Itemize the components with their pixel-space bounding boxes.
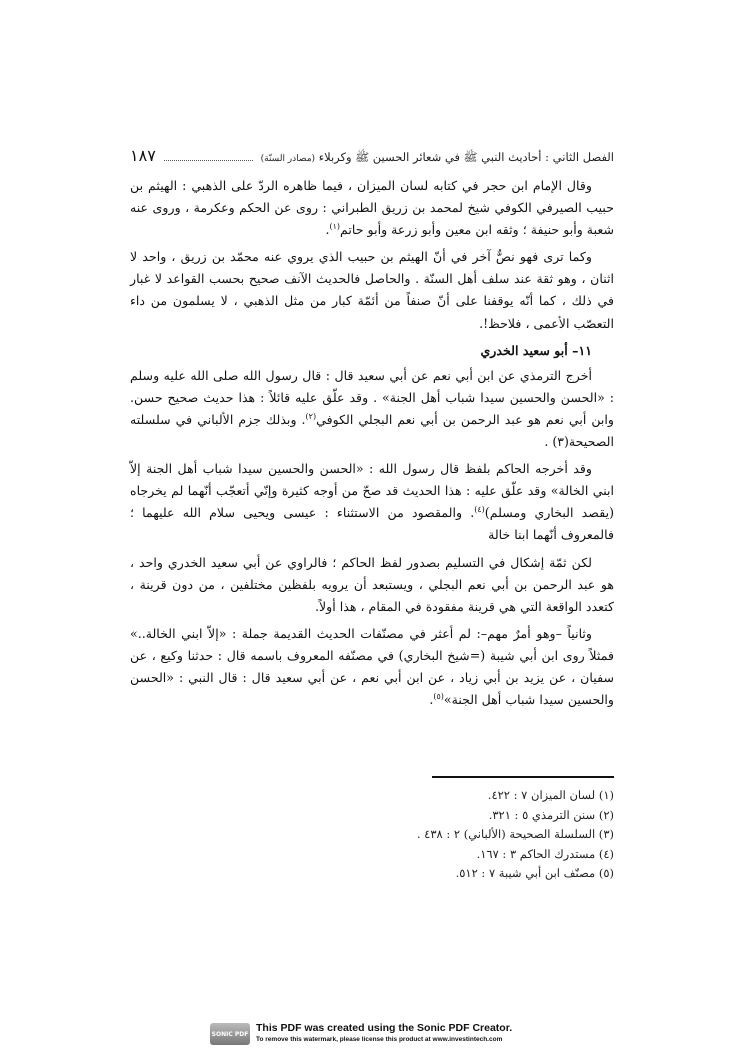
running-header: [130, 146, 614, 168]
footnote: (٥) مصنّف ابن أبي شيبة ٧ : ٥١٢.: [455, 866, 614, 880]
header-title: [261, 150, 614, 167]
watermark-sub: To remove this watermark, please license this product at www.investintech.com: [256, 1036, 503, 1043]
footnote-ref: (٤): [474, 505, 485, 515]
header-dotted-leader: [164, 159, 253, 161]
paragraph-text: وثانياً –وهو أمرٌ مهم–: لم أعثر في مصنّفات الحديث القديمة جملة : «إلاّ ابني الخالة..» فمثلاً روى ابن أبي شيبة (=شيخ البخاري) في مصنّفه المعروف باسمه قال : حدثنا وكيع ، عن سفيان ، عن يزيد بن أبي زياد ، عن ابن أبي نعم ، عن أبي سعيد قال : قال النبي : «الحسن والحسين سيدا شباب أهل الجنة»: [130, 625, 614, 708]
paragraph: [130, 552, 614, 618]
footnotes: [330, 786, 614, 884]
footnote-divider: [432, 776, 614, 778]
header-title-text: الفصل الثاني : أحاديث النبي ﷺ في شعائر الحسين ﷺ وكربلاء: [318, 150, 614, 164]
paragraph-tail: . وبذلك جزم الألباني في سلسلته الصحيحة(٣) .: [130, 411, 614, 450]
paragraph-text: أخرج الترمذي عن ابن أبي نعم عن أبي سعيد قال : قال رسول الله صلى الله عليه وسلم : «الحسن والحسين سيدا شباب أهل الجنة» . وقد علّق عليه قائلاً : هذا حديث صحيح حسن. وابن أبي نعم هو عبد الرحمن بن أبي نعم البجلي الكوفي: [130, 367, 614, 427]
footnote: (٢) سنن الترمذي ٥ : ٣٢١.: [488, 807, 614, 822]
paragraph-tail: . والمقصود من الاستثناء : عيسى ويحيى سلام الله عليهما ؛ فالمعروف أنّهما ابنا خالة: [130, 505, 614, 543]
heading-text: ١١– أبو سعيد الخدري: [480, 342, 592, 358]
paragraph: [130, 175, 614, 241]
paragraph-text: وقال الإمام ابن حجر في كتابه لسان الميزان ، فيما ظاهره الردّ على الذهبي : الهيثم بن حبيب الصيرفي الكوفي شيخ لمحمد بن زريق الطبراني : روى عن الحكم وعكرمة ، وروى عنه شعبة وأبو حنيفة ؛ وثقه ابن معين وأبو زرعة وأبو حاتم: [130, 178, 614, 238]
watermark-main: This PDF was created using the Sonic PDF Creator.: [256, 1022, 513, 1034]
paragraph: [130, 365, 614, 453]
paragraph-text: وكما ترى فهو نصٌّ آخر في أنّ الهيثم بن حبيب الذي يروي عنه محمّد بن زريق ، واحد لا اثنان ، وهو ثقة عند سلف أهل السنّة . والحاصل فالحديث الآنف صحيح بحسب القواعد لا غبار في ذلك ، كما أنّه يوقفنا على أنّ صنفاً من أئمّة كبار من مثل الذهبي ، لا يسلمون من داء التعصّب الأعمى ، فلاحظ!.: [130, 249, 614, 331]
section-heading: [130, 340, 614, 362]
sonic-pdf-logo-icon: SONIC PDF: [210, 1023, 250, 1045]
footnote-ref: (٥): [433, 691, 444, 701]
paragraph-tail: .: [325, 222, 330, 238]
paragraph: [130, 623, 614, 711]
watermark: [210, 1019, 550, 1049]
footnote: (٣) السلسلة الصحيحة (الألباني) ٢ : ٤٣٨ .: [416, 827, 614, 841]
footnote: (١) لسان الميزان ٧ : ٤٢٢.: [487, 788, 614, 802]
footnote: (٤) مستدرك الحاكم ٣ : ١٦٧.: [476, 846, 614, 861]
body-text: [130, 175, 614, 716]
paragraph-text: وقد أخرجه الحاكم بلفظ قال رسول الله : «الحسن والحسين سيدا شباب أهل الجنة إلاّ ابني الخالة» وقد علّق عليه : هذا الحديث قد صحّ من أوجه كثيرة وإنّي أتعجّب أنّهما لم يخرجاه (يقصد البخاري ومسلم): [130, 461, 614, 521]
footnote-ref: (١): [329, 222, 341, 231]
paragraph: [130, 246, 614, 334]
footnote-ref: (٢): [305, 411, 317, 421]
paragraph-tail: .: [429, 692, 434, 708]
paragraph: [130, 458, 614, 546]
paragraph-text: لكن ثمّة إشكال في التسليم بصدور لفظ الحاكم ؛ فالراوي عن أبي سعيد الخدري واحد ، هو عبد الرحمن بن أبي نعم البجلي ، ويستبعد أن يرويه بلفظين مختلفين ، من دون قرينة ، كتعدد الواقعة التي هي قرينة مفقودة في المقام ، هذا أولاً.: [130, 554, 614, 614]
header-subtitle: (مصادر السنّة): [260, 154, 316, 164]
page-number: ١٨٧: [130, 146, 156, 165]
watermark-text: [256, 1023, 512, 1045]
